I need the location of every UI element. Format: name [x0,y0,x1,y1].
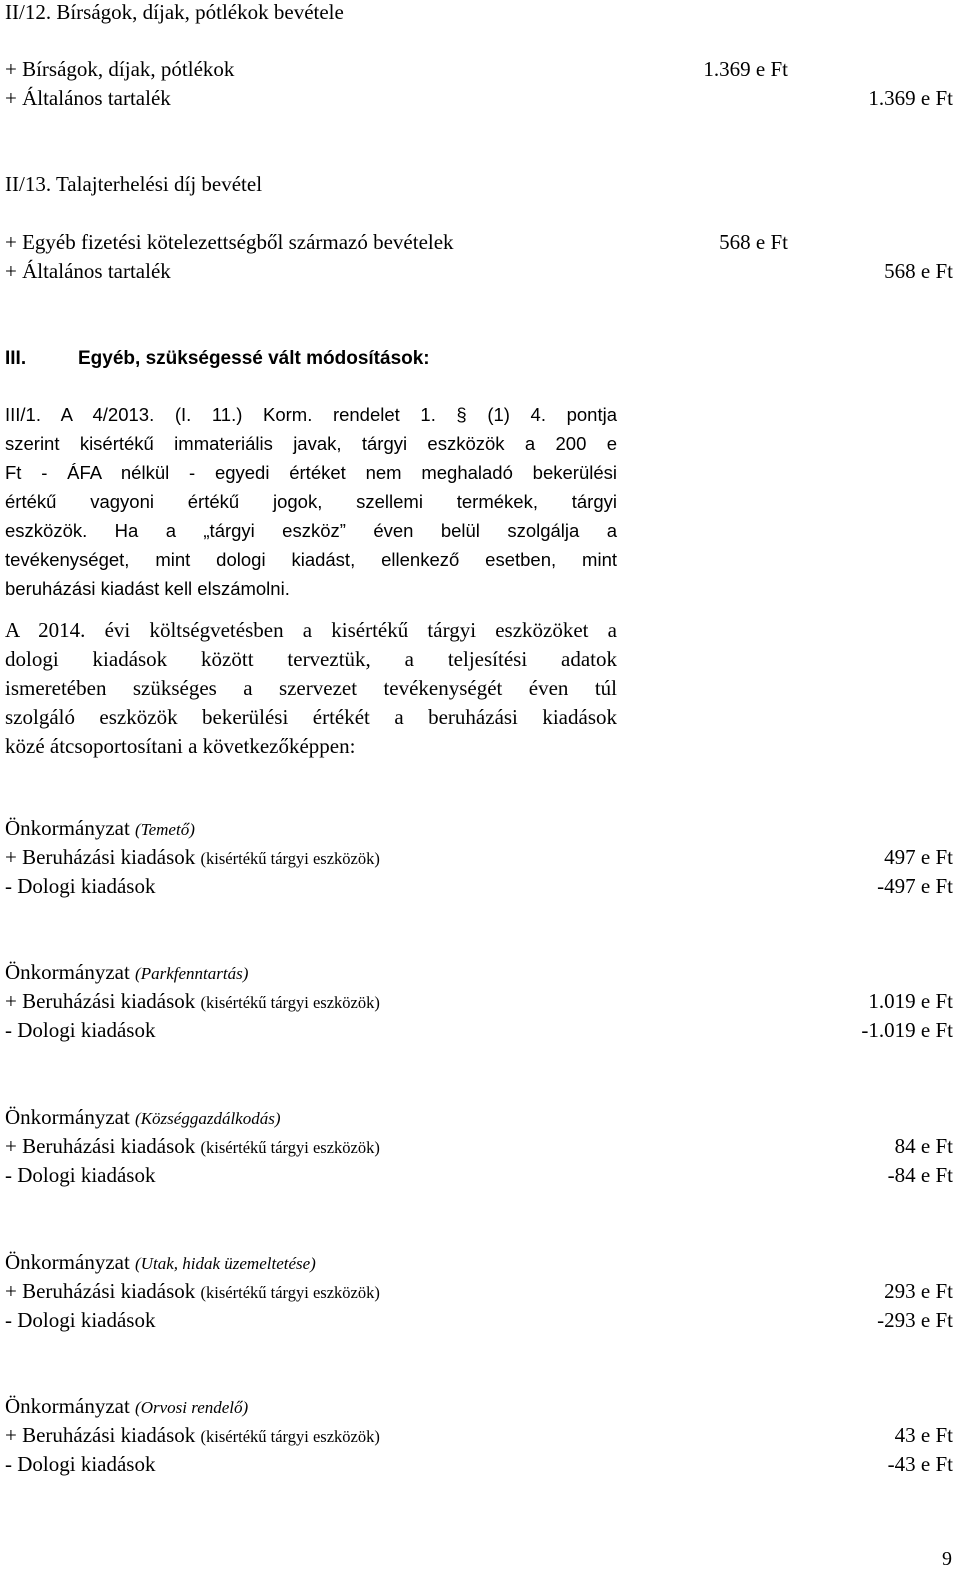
block-org: Önkormányzat [5,960,130,984]
block-heading [5,814,195,844]
block-unit: (Parkfenntartás) [135,964,249,983]
paragraph-2014 [5,616,617,761]
row-label: + Általános tartalék [5,86,171,110]
plus-value: 43 e Ft [894,1423,953,1447]
plus-row [5,1421,380,1451]
block-heading [5,1392,248,1422]
minus-value: -1.019 e Ft [861,1018,953,1042]
plus-row [5,1132,380,1162]
plus-label: + Beruházási kiadások [5,845,196,869]
plus-value: 293 e Ft [884,1279,953,1303]
plus-value: 1.019 e Ft [868,989,953,1013]
minus-value: -43 e Ft [887,1452,953,1476]
row-label: + Általános tartalék [5,259,171,283]
block-heading [5,1248,316,1278]
minus-label: - Dologi kiadások [5,874,156,898]
paragraph-line: szerint kisértékű immateriális javak, tárgyi eszközök a 200 e [5,433,617,454]
plus-row [5,987,380,1017]
plus-label: + Beruházási kiadások [5,1423,196,1447]
minus-value: -84 e Ft [887,1163,953,1187]
plus-note: (kisértékű tárgyi eszközök) [200,849,380,868]
block-heading [5,958,248,988]
block-unit: (Utak, hidak üzemeltetése) [135,1254,316,1273]
plus-label: + Beruházási kiadások [5,1134,196,1158]
paragraph-line: dologi kiadások között terveztük, a teljesítési adatok [5,647,617,671]
row-value: 1.369 e Ft [868,86,953,110]
paragraph-line: III/1. A 4/2013. (I. 11.) Korm. rendelet 1. § (1) 4. pontja [5,404,617,425]
plus-row [5,843,380,873]
plus-row [5,1277,380,1307]
block-heading [5,1103,281,1133]
plus-value: 84 e Ft [894,1134,953,1158]
paragraph-line: tevékenységet, mint dologi kiadást, ellenkező esetben, mint [5,549,617,570]
minus-value: -497 e Ft [877,874,953,898]
block-unit: (Temető) [135,820,195,839]
row-label: + Egyéb fizetési kötelezettségből származó bevételek [5,230,454,254]
page-number: 9 [942,1548,952,1570]
paragraph-line: beruházási kiadást kell elszámolni. [5,578,290,599]
section-title-ii-13: II/13. Talajterhelési díj bevétel [5,172,263,196]
plus-note: (kisértékű tárgyi eszközök) [200,1427,380,1446]
row-value: 568 e Ft [719,230,788,254]
paragraph-line: Ft - ÁFA nélkül - egyedi értéket nem meghaladó bekerülési [5,462,617,483]
block-org: Önkormányzat [5,1250,130,1274]
plus-label: + Beruházási kiadások [5,989,196,1013]
plus-note: (kisértékű tárgyi eszközök) [200,993,380,1012]
paragraph-line: A 2014. évi költségvetésben a kisértékű tárgyi eszközöket a [5,618,617,642]
minus-label: - Dologi kiadások [5,1308,156,1332]
block-unit: (Orvosi rendelő) [135,1398,249,1417]
section-title-iii: Egyéb, szükségessé vált módosítások: [78,348,430,369]
minus-value: -293 e Ft [877,1308,953,1332]
plus-label: + Beruházási kiadások [5,1279,196,1303]
block-org: Önkormányzat [5,816,130,840]
block-org: Önkormányzat [5,1105,130,1129]
block-unit: (Községgazdálkodás) [135,1109,281,1128]
row-value: 1.369 e Ft [703,57,788,81]
paragraph-line: közé átcsoportosítani a következőképpen: [5,734,356,758]
section-number-iii: III. [5,348,27,369]
paragraph-line: ismeretében szükséges a szervezet tevékenységét éven túl [5,676,617,700]
plus-value: 497 e Ft [884,845,953,869]
block-org: Önkormányzat [5,1394,130,1418]
paragraph-line: eszközök. Ha a „tárgyi eszköz” éven belül szolgálja a [5,520,617,541]
paragraph-line: értékű vagyoni értékű jogok, szellemi termékek, tárgyi [5,491,617,512]
minus-label: - Dologi kiadások [5,1163,156,1187]
plus-note: (kisértékű tárgyi eszközök) [200,1138,380,1157]
minus-label: - Dologi kiadások [5,1452,156,1476]
plus-note: (kisértékű tárgyi eszközök) [200,1283,380,1302]
row-value: 568 e Ft [884,259,953,283]
paragraph-iii-1 [5,400,617,603]
row-label: + Bírságok, díjak, pótlékok [5,57,235,81]
minus-label: - Dologi kiadások [5,1018,156,1042]
paragraph-line: szolgáló eszközök bekerülési értékét a beruházási kiadások [5,705,617,729]
section-title-ii-12: II/12. Bírságok, díjak, pótlékok bevétele [5,0,344,24]
